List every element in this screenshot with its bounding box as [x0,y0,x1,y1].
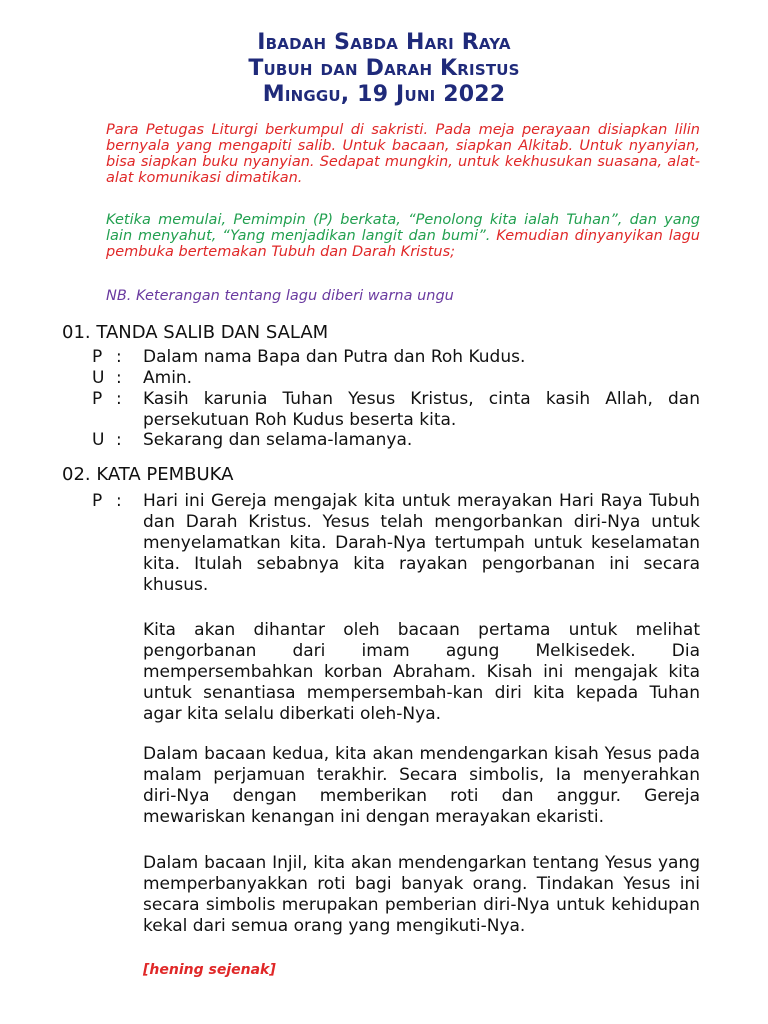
opening-paragraph: Kita akan dihantar oleh bacaan pertama untuk melihat pengorbanan dari imam agung Melkisedek. Dia mempersembahkan korban Abraham. Kisah ini mengajak kita untuk senantiasa mempersembah-kan diri kita kepada Tuhan agar kita selalu diberkati oleh-Nya. [143,620,700,724]
opening-paragraph: Dalam bacaan kedua, kita akan mendengarkan kisah Yesus pada malam perjamuan terakhir. Secara simbolis, Ia menyerahkan diri-Nya dengan memberikan roti dan anggur. Gereja mewariskan kenangan ini dengan merayakan ekaristi. [143,744,700,827]
speaker-colon: : [116,389,122,409]
section-heading-1: 01. TANDA SALIB DAN SALAM [62,322,329,343]
opening-paragraph: Dalam bacaan Injil, kita akan mendengarkan tentang Yesus yang memperbanyakkan roti bagi banyak orang. Tindakan Yesus ini secara simbolis merupakan pemberian diri-Nya untuk kehidupan kekal dari semua orang yang mengikuti-Nya. [143,853,700,936]
rubric-nb: NB. Keterangan tentang lagu diberi warna ungu [106,288,454,304]
speaker-label: P [92,491,103,511]
section-heading-2: 02. KATA PEMBUKA [62,464,234,485]
dialogue-text: Sekarang dan selama-lamanya. [143,430,413,450]
speaker-colon: : [116,368,122,388]
title-line-1: Ibadah Sabda Hari Raya [257,30,511,55]
speaker-label: P [92,389,103,409]
speaker-label: U [92,430,105,450]
dialogue-text: Dalam nama Bapa dan Putra dan Roh Kudus. [143,347,526,367]
dialogue-text: Amin. [143,368,193,388]
speaker-colon: : [116,347,122,367]
title-line-2: Tubuh dan Darah Kristus [248,56,520,81]
speaker-label: U [92,368,105,388]
silence-rubric: [hening sejenak] [143,962,276,978]
speaker-label: P [92,347,103,367]
document-title [0,30,768,108]
dialogue-text: Kasih karunia Tuhan Yesus Kristus, cinta kasih Allah, dan persekutuan Roh Kudus beserta kita. [143,389,700,430]
speaker-colon: : [116,430,122,450]
rubric-opening-song: Kemudian dinyanyikan lagu pembuka bertemakan Tubuh dan Darah Kristus; [106,228,701,260]
rubric-opening [106,212,700,260]
opening-paragraph: Hari ini Gereja mengajak kita untuk merayakan Hari Raya Tubuh dan Darah Kristus. Yesus telah mengorbankan diri-Nya untuk menyelamatkan kita. Darah-Nya tertumpah untuk keselamatan kita. Itulah sebabnya kita rayakan pengorbanan ini secara khusus. [143,491,700,595]
speaker-colon: : [116,491,122,511]
rubric-opening-green: Ketika memulai, Pemimpin (P) berkata, “Penolong kita ialah Tuhan”, dan yang lain menyahut, “Yang menjadikan langit dan bumi”. [106,212,700,244]
rubric-preparation: Para Petugas Liturgi berkumpul di sakristi. Pada meja perayaan disiapkan lilin bernyala yang mengapiti salib. Untuk bacaan, siapkan Alkitab. Untuk nyanyian, bisa siapkan buku nyanyian. Sedapat mungkin, untuk kekhusukan suasana, alat-alat komunikasi dimatikan. [106,122,700,186]
title-line-3: Minggu, 19 Juni 2022 [262,82,506,107]
